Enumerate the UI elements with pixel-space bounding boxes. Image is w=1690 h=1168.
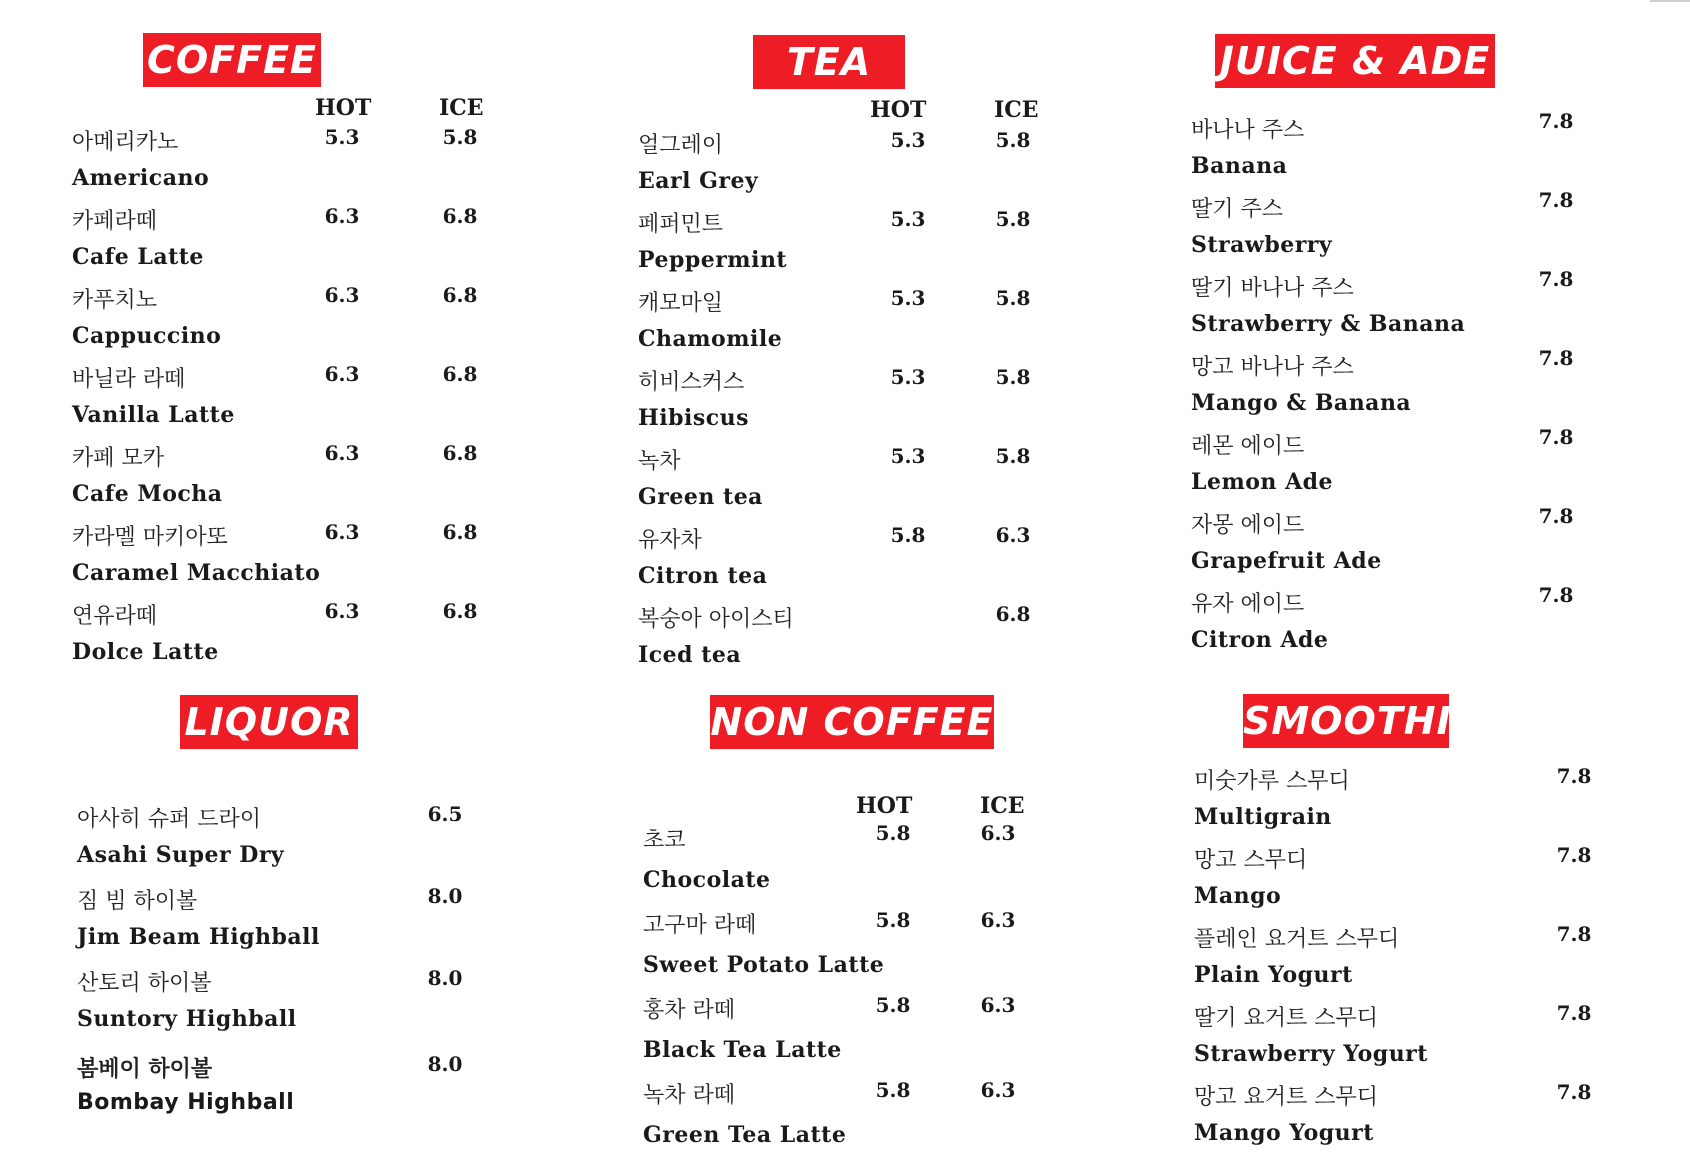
menu-item-cafe-mocha: [72, 441, 502, 520]
menu-item-earl-grey: [638, 128, 1068, 207]
item-hot-price: 5.3: [890, 207, 926, 231]
coffee-section: [72, 33, 502, 673]
item-ice-price: 6.3: [980, 993, 1016, 1017]
item-english-name: Iced tea: [638, 642, 742, 668]
menu-item-jim-beam-highball: [77, 884, 507, 963]
item-korean-name: 카페 모카: [72, 446, 165, 471]
menu-item-citron-tea: [638, 523, 1068, 602]
item-english-name: Americano: [72, 165, 210, 191]
item-price: 8.0: [427, 966, 463, 990]
item-english-name: Multigrain: [1194, 804, 1332, 830]
menu-item-peppermint: [638, 207, 1068, 286]
item-english-name: Green tea: [638, 484, 763, 510]
item-korean-name: 카페라떼: [72, 209, 158, 234]
menu-item-strawberry: [1191, 188, 1621, 271]
coffee-hot-header: HOT: [315, 95, 372, 121]
coffee-banner: COFFEE: [143, 33, 321, 87]
item-english-name: Earl Grey: [638, 168, 759, 194]
item-korean-name: 캐모마일: [638, 291, 724, 316]
menu-item-sweet-potato-latte: [643, 908, 1073, 987]
menu-item-grapefruit-ade: [1191, 504, 1621, 587]
menu-item-vanilla-latte: [72, 362, 502, 441]
menu-item-chocolate: [643, 823, 1073, 902]
item-korean-name: 산토리 하이볼: [77, 971, 212, 996]
item-korean-name: 고구마 라떼: [643, 913, 757, 938]
item-hot-price: 5.3: [890, 365, 926, 389]
item-english-name: Grapefruit Ade: [1191, 548, 1382, 574]
item-korean-name: 페퍼민트: [638, 212, 724, 237]
item-english-name: Citron Ade: [1191, 627, 1329, 653]
menu-item-mango-banana: [1191, 346, 1621, 429]
item-price: 7.8: [1538, 109, 1574, 133]
menu-item-black-tea-latte: [643, 993, 1073, 1072]
item-english-name: Vanilla Latte: [72, 402, 235, 428]
coffee-ice-header: ICE: [439, 95, 484, 121]
item-english-name: Strawberry Yogurt: [1194, 1041, 1428, 1067]
item-korean-name: 망고 스무디: [1194, 848, 1308, 873]
item-price: 7.8: [1538, 267, 1574, 291]
item-price: 8.0: [427, 884, 463, 908]
item-ice-price: 6.3: [995, 523, 1031, 547]
item-korean-name: 레몬 에이드: [1191, 434, 1305, 459]
item-english-name: Sweet Potato Latte: [643, 952, 885, 978]
item-hot-price: 5.3: [890, 286, 926, 310]
item-english-name: Banana: [1191, 153, 1288, 179]
item-ice-price: 6.3: [980, 1078, 1016, 1102]
menu-item-dolce-latte: [72, 599, 502, 678]
item-hot-price: 6.3: [324, 599, 360, 623]
item-english-name: Cafe Latte: [72, 244, 204, 270]
item-english-name: Cafe Mocha: [72, 481, 223, 507]
item-english-name: Suntory Highball: [77, 1006, 297, 1032]
smoothie-section: [1194, 694, 1624, 1144]
item-korean-name: 딸기 요거트 스무디: [1194, 1006, 1379, 1031]
item-korean-name: 유자 에이드: [1191, 592, 1305, 617]
menu-item-bombay-highball: [77, 1052, 507, 1131]
item-korean-name: 녹차 라떼: [643, 1083, 736, 1108]
menu-item-iced-tea: [638, 602, 1068, 681]
item-english-name: Mango: [1194, 883, 1282, 909]
item-korean-name: 연유라떼: [72, 604, 158, 629]
item-english-name: Hibiscus: [638, 405, 750, 431]
item-korean-name: 복숭아 아이스티: [638, 607, 794, 632]
menu-item-cafe-latte: [72, 204, 502, 283]
item-korean-name: 미숫가루 스무디: [1194, 769, 1350, 794]
menu-item-citron-ade: [1191, 583, 1621, 666]
item-hot-price: 6.3: [324, 362, 360, 386]
item-price: 7.8: [1556, 843, 1592, 867]
menu-item-chamomile: [638, 286, 1068, 365]
item-ice-price: 6.8: [442, 441, 478, 465]
tea-hot-header: HOT: [870, 97, 927, 123]
menu-item-lemon-ade: [1191, 425, 1621, 508]
item-ice-price: 5.8: [995, 128, 1031, 152]
item-korean-name: 봄베이 하이볼: [77, 1057, 213, 1082]
item-price: 6.5: [427, 802, 463, 826]
item-korean-name: 홍차 라떼: [643, 998, 736, 1023]
item-price: 7.8: [1556, 1080, 1592, 1104]
item-english-name: Strawberry: [1191, 232, 1333, 258]
item-hot-price: 5.3: [324, 125, 360, 149]
item-korean-name: 짐 빔 하이볼: [77, 889, 198, 914]
item-ice-price: 6.8: [442, 283, 478, 307]
item-price: 7.8: [1556, 922, 1592, 946]
item-english-name: Peppermint: [638, 247, 788, 273]
menu-item-mango: [1194, 843, 1624, 922]
item-korean-name: 히비스커스: [638, 370, 745, 395]
item-korean-name: 얼그레이: [638, 133, 724, 158]
non-coffee-hot-header: HOT: [856, 793, 913, 819]
item-price: 7.8: [1538, 504, 1574, 528]
juice-ade-section: [1191, 34, 1621, 674]
item-ice-price: 5.8: [995, 286, 1031, 310]
item-hot-price: 5.8: [875, 1078, 911, 1102]
menu-item-plain-yogurt: [1194, 922, 1624, 1001]
non-coffee-ice-header: ICE: [980, 793, 1025, 819]
menu-item-suntory-highball: [77, 966, 507, 1045]
juice-ade-banner: JUICE & ADE: [1215, 34, 1495, 88]
item-hot-price: 5.8: [890, 523, 926, 547]
item-ice-price: 5.8: [442, 125, 478, 149]
item-hot-price: 5.8: [875, 993, 911, 1017]
item-hot-price: 5.8: [875, 821, 911, 845]
item-english-name: Caramel Macchiato: [72, 560, 321, 586]
item-korean-name: 딸기 주스: [1191, 197, 1284, 222]
menu-item-americano: [72, 125, 502, 204]
tea-banner: TEA: [753, 35, 905, 89]
item-english-name: Mango Yogurt: [1194, 1120, 1374, 1146]
item-english-name: Chamomile: [638, 326, 783, 352]
non-coffee-section: [643, 695, 1073, 1148]
tea-section: [638, 35, 1068, 675]
item-ice-price: 6.8: [442, 599, 478, 623]
menu-item-mango-yogurt: [1194, 1080, 1624, 1159]
item-ice-price: 5.8: [995, 207, 1031, 231]
item-korean-name: 아메리카노: [72, 130, 179, 155]
item-price: 7.8: [1538, 583, 1574, 607]
item-english-name: Jim Beam Highball: [77, 924, 320, 950]
item-ice-price: 6.8: [995, 602, 1031, 626]
item-price: 7.8: [1538, 425, 1574, 449]
item-hot-price: 5.8: [875, 908, 911, 932]
menu-item-cappuccino: [72, 283, 502, 362]
item-english-name: Citron tea: [638, 563, 768, 589]
item-korean-name: 바닐라 라떼: [72, 367, 186, 392]
item-korean-name: 유자차: [638, 528, 702, 553]
item-ice-price: 5.8: [995, 444, 1031, 468]
item-hot-price: 6.3: [324, 441, 360, 465]
item-korean-name: 망고 바나나 주스: [1191, 355, 1354, 380]
item-ice-price: 6.8: [442, 362, 478, 386]
menu-item-green-tea-latte: [643, 1078, 1073, 1157]
liquor-section: [77, 695, 507, 1135]
item-hot-price: 5.3: [890, 128, 926, 152]
menu-item-strawberry-yogurt: [1194, 1001, 1624, 1080]
item-ice-price: 6.8: [442, 204, 478, 228]
non-coffee-banner: NON COFFEE: [710, 695, 994, 749]
item-price: 7.8: [1538, 188, 1574, 212]
item-ice-price: 6.3: [980, 908, 1016, 932]
item-ice-price: 5.8: [995, 365, 1031, 389]
menu-item-green-tea: [638, 444, 1068, 523]
menu-item-caramel-macchiato: [72, 520, 502, 599]
tea-ice-header: ICE: [994, 97, 1039, 123]
item-korean-name: 초코: [643, 828, 686, 853]
item-english-name: Black Tea Latte: [643, 1037, 842, 1063]
item-english-name: Strawberry & Banana: [1191, 311, 1466, 337]
item-english-name: Mango & Banana: [1191, 390, 1412, 416]
item-korean-name: 녹차: [638, 449, 681, 474]
item-price: 8.0: [427, 1052, 463, 1076]
item-korean-name: 카라멜 마키아또: [72, 525, 228, 550]
menu-item-banana: [1191, 109, 1621, 192]
page-corner-line: [1650, 0, 1690, 2]
item-hot-price: 6.3: [324, 283, 360, 307]
item-english-name: Bombay Highball: [77, 1090, 295, 1115]
item-english-name: Plain Yogurt: [1194, 962, 1353, 988]
item-english-name: Dolce Latte: [72, 639, 219, 665]
item-hot-price: 5.3: [890, 444, 926, 468]
item-english-name: Cappuccino: [72, 323, 222, 349]
smoothie-banner: SMOOTHIE: [1243, 694, 1449, 748]
item-price: 7.8: [1538, 346, 1574, 370]
liquor-banner: LIQUOR: [180, 695, 358, 749]
item-ice-price: 6.8: [442, 520, 478, 544]
menu-item-asahi-super-dry: [77, 802, 507, 881]
item-price: 7.8: [1556, 764, 1592, 788]
item-ice-price: 6.3: [980, 821, 1016, 845]
item-korean-name: 바나나 주스: [1191, 118, 1305, 143]
item-korean-name: 플레인 요거트 스무디: [1194, 927, 1400, 952]
item-english-name: Asahi Super Dry: [77, 842, 285, 868]
item-english-name: Green Tea Latte: [643, 1122, 847, 1148]
item-english-name: Chocolate: [643, 867, 771, 893]
item-english-name: Lemon Ade: [1191, 469, 1334, 495]
item-hot-price: 6.3: [324, 204, 360, 228]
item-price: 7.8: [1556, 1001, 1592, 1025]
menu-item-multigrain: [1194, 764, 1624, 843]
item-korean-name: 자몽 에이드: [1191, 513, 1305, 538]
item-korean-name: 딸기 바나나 주스: [1191, 276, 1354, 301]
item-korean-name: 망고 요거트 스무디: [1194, 1085, 1379, 1110]
menu-item-strawberry-banana: [1191, 267, 1621, 350]
item-korean-name: 아사히 슈퍼 드라이: [77, 807, 262, 832]
menu-item-hibiscus: [638, 365, 1068, 444]
item-hot-price: 6.3: [324, 520, 360, 544]
item-korean-name: 카푸치노: [72, 288, 158, 313]
